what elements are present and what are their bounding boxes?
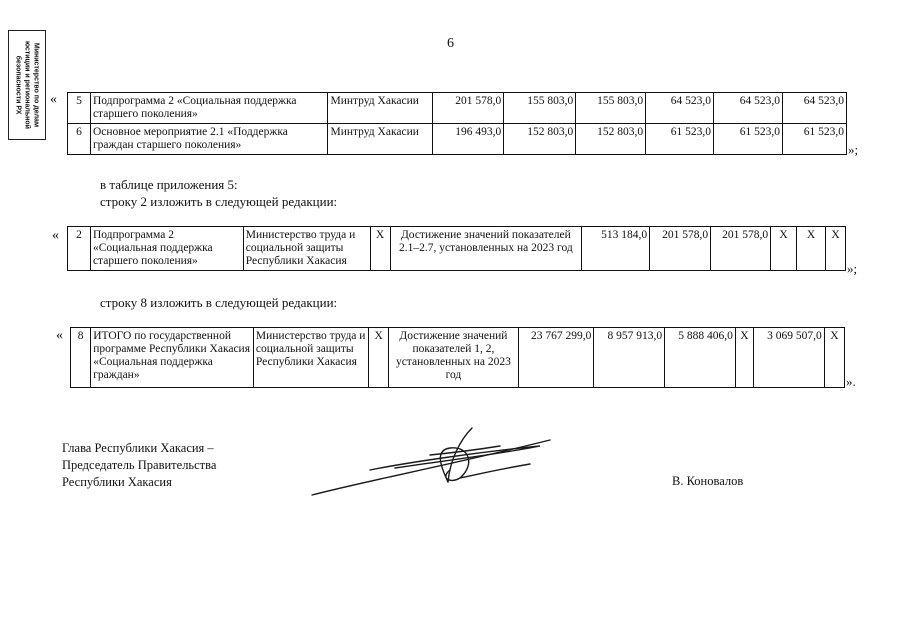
table-row — [68, 93, 847, 124]
row-value: 513 184,0 — [582, 227, 650, 271]
stamp-line: безопасности РХ — [14, 55, 22, 115]
row-x: X — [797, 227, 826, 271]
signatory-title-line: Республики Хакасия — [62, 475, 172, 489]
table-row — [68, 124, 847, 155]
row-value: 61 523,0 — [782, 124, 846, 155]
row-value: 61 523,0 — [714, 124, 783, 155]
row-value: 5 888 406,0 — [665, 328, 736, 388]
row-number: 8 — [71, 328, 91, 388]
close-quote: ». — [846, 374, 856, 389]
row-executor: Министерство труда и социальной защиты Республики Хакасия — [243, 227, 370, 271]
row-executor: Министерство труда и социальной защиты Республики Хакасия — [253, 328, 368, 388]
signatory-title-line: Председатель Правительства — [62, 458, 217, 472]
row-value: 64 523,0 — [714, 93, 783, 124]
signatory-title — [62, 440, 216, 491]
page-number: 6 — [447, 36, 454, 51]
row-value: 8 957 913,0 — [594, 328, 665, 388]
row-value: 201 578,0 — [433, 93, 504, 124]
row-number: 5 — [68, 93, 91, 124]
row-x: X — [370, 227, 390, 271]
paragraph: строку 8 изложить в следующей редакции: — [100, 295, 338, 310]
row-value: 201 578,0 — [711, 227, 771, 271]
stamp-line: юстиции и региональной — [23, 41, 31, 129]
row-goal: Достижение значений показателей 2.1–2.7, установленных на 2023 год — [390, 227, 582, 271]
row-value: 23 767 299,0 — [518, 328, 594, 388]
stamp-line: Министерство по делам — [32, 42, 40, 128]
close-quote: »; — [847, 261, 858, 276]
paragraph: строку 2 изложить в следующей редакции: — [100, 194, 338, 209]
row-goal: Достижение значений показателей 1, 2, установленных на 2023 год — [389, 328, 518, 388]
row-executor: Минтруд Хакасии — [328, 93, 433, 124]
row-x: X — [771, 227, 797, 271]
table-row-2 — [67, 226, 846, 271]
row-x: X — [825, 227, 845, 271]
row-number: 6 — [68, 124, 91, 155]
row-name: ИТОГО по государственной программе Республики Хакасия «Социальная поддержка граждан» — [91, 328, 254, 388]
table-row — [68, 227, 846, 271]
table-row-8 — [70, 327, 845, 388]
row-executor: Минтруд Хакасии — [328, 124, 433, 155]
row-x: X — [369, 328, 389, 388]
row-value: 152 803,0 — [504, 124, 576, 155]
row-value: 64 523,0 — [782, 93, 846, 124]
row-x: X — [735, 328, 753, 388]
row-value: 155 803,0 — [504, 93, 576, 124]
row-value: 152 803,0 — [576, 124, 646, 155]
table-program-costs — [67, 92, 847, 155]
row-value: 201 578,0 — [650, 227, 711, 271]
signatory-name: В. Коновалов — [672, 474, 744, 488]
row-value: 64 523,0 — [646, 93, 714, 124]
open-quote: « — [50, 92, 57, 107]
row-name: Подпрограмма 2 «Социальная поддержка старшего поколения» — [90, 227, 243, 271]
close-quote: »; — [848, 142, 859, 157]
row-number: 2 — [68, 227, 91, 271]
row-value: 196 493,0 — [433, 124, 504, 155]
paragraph: в таблице приложения 5: — [100, 177, 238, 192]
registration-stamp — [8, 30, 46, 140]
row-name: Подпрограмма 2 «Социальная поддержка старшего поколения» — [90, 93, 328, 124]
row-name: Основное мероприятие 2.1 «Поддержка граждан старшего поколения» — [90, 124, 328, 155]
row-value: 61 523,0 — [646, 124, 714, 155]
row-value: 3 069 507,0 — [754, 328, 825, 388]
handwritten-signature — [300, 420, 560, 510]
signatory-title-line: Глава Республики Хакасия – — [62, 441, 214, 455]
row-x: X — [824, 328, 844, 388]
open-quote: « — [56, 328, 63, 343]
table-row — [71, 328, 845, 388]
open-quote: « — [52, 228, 59, 243]
row-value: 155 803,0 — [576, 93, 646, 124]
